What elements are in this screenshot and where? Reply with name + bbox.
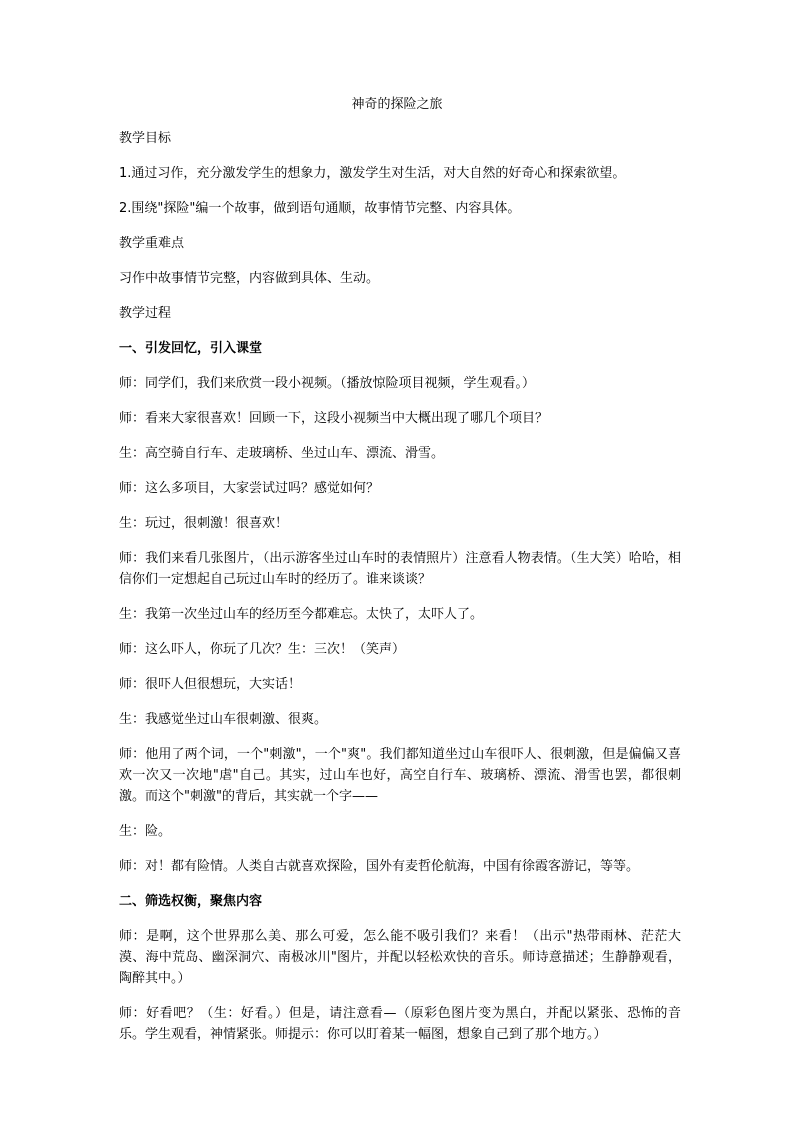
paragraph: 教学过程 <box>119 306 172 321</box>
paragraph: 师：我们来看几张图片，（出示游客坐过山车时的表情照片）注意看人物表情。（生大笑）哈哈，相信你们一定想起自己玩过山车时的经历了。谁来谈谈？ <box>119 551 681 587</box>
paragraph: 师：对！都有险情。人类自古就喜欢探险，国外有麦哲伦航海，中国有徐霞客游记，等等。 <box>119 859 640 874</box>
paragraph: 生：玩过，很刺激！很喜欢！ <box>119 516 289 531</box>
paragraph: 师：他用了两个词，一个"刺激"，一个"爽"。我们都知道坐过山车很吓人、很刺激，但是偏偏又喜欢一次又一次地"虐"自己。其实，过山车也好，高空自行车、玻璃桥、漂流、滑雪也罢，都很刺激。而这个"刺激"的背后，其实就一个字—— <box>119 747 681 804</box>
paragraph: 师：很吓人但很想玩，大实话！ <box>119 677 302 692</box>
paragraph: 生：我第一次坐过山车的经历至今都难忘。太快了，太吓人了。 <box>119 607 484 622</box>
paragraph: 师：看来大家很喜欢！回顾一下，这段小视频当中大概出现了哪几个项目？ <box>119 411 549 426</box>
paragraph: 教学目标 <box>119 131 172 146</box>
document-title: 神奇的探险之旅 <box>351 97 443 112</box>
paragraph: 2.围绕"探险"编一个故事，做到语句通顺，故事情节完整、内容具体。 <box>119 201 521 216</box>
paragraph: 师：好看吧？（生：好看。）但是，请注意看—（原彩色图片变为黑白，并配以紧张、恐怖的音乐。学生观看，神情紧张。师提示：你可以盯着某一幅图，想象自己到了那个地方。） <box>119 1006 681 1042</box>
section-heading: 二、筛选权衡，聚焦内容 <box>119 894 263 909</box>
paragraph: 师：同学们，我们来欣赏一段小视频。（播放惊险项目视频，学生观看。） <box>119 376 536 391</box>
paragraph: 生：我感觉坐过山车很刺激、很爽。 <box>119 712 328 727</box>
section-heading: 一、引发回忆，引入课堂 <box>119 341 263 356</box>
paragraph: 师：这么吓人，你玩了几次？生：三次！（笑声） <box>119 642 406 657</box>
paragraph: 师：是啊，这个世界那么美、那么可爱，怎么能不吸引我们？来看！（出示"热带雨林、茫茫大漠、海中荒岛、幽深洞穴、南极冰川"图片，并配以轻松欢快的音乐。师诗意描述；生静静观看，陶醉其中。） <box>119 929 681 986</box>
paragraph: 教学重难点 <box>119 236 185 251</box>
paragraph: 习作中故事情节完整，内容做到具体、生动。 <box>119 271 380 286</box>
paragraph: 生：高空骑自行车、走玻璃桥、坐过山车、漂流、滑雪。 <box>119 446 445 461</box>
paragraph: 1.通过习作，充分激发学生的想象力，激发学生对生活，对大自然的好奇心和探索欲望。 <box>119 166 626 181</box>
paragraph: 师：这么多项目，大家尝试过吗？感觉如何？ <box>119 481 380 496</box>
paragraph: 生：险。 <box>119 824 172 839</box>
document-body <box>119 128 681 1059</box>
